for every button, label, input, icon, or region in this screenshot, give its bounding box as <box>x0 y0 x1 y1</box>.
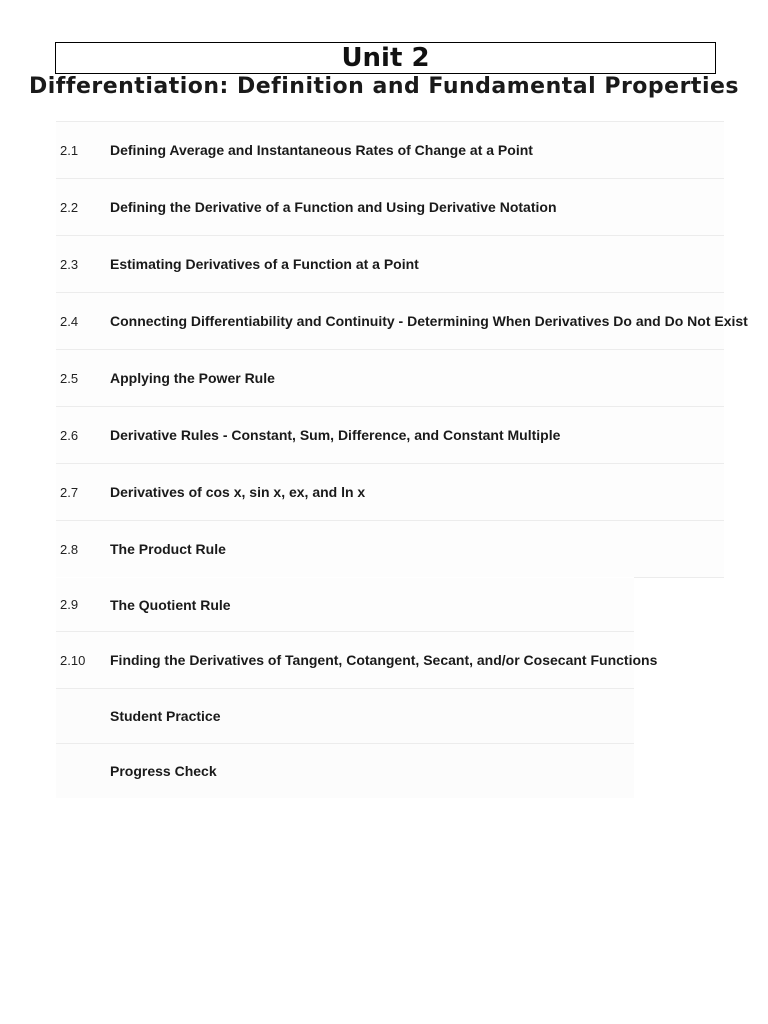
table-of-contents <box>56 121 748 798</box>
toc-title[interactable]: Defining Average and Instantaneous Rates of Change at a Point <box>110 142 533 158</box>
toc-number: 2.9 <box>60 597 79 612</box>
toc-number: 2.5 <box>60 370 79 386</box>
toc-number: 2.1 <box>60 142 79 158</box>
toc-row-2-2[interactable] <box>56 178 724 235</box>
toc-row-2-10[interactable] <box>56 631 658 688</box>
toc-title[interactable]: Progress Check <box>110 763 217 779</box>
unit-title-box <box>55 42 716 74</box>
toc-title[interactable]: The Product Rule <box>110 541 226 557</box>
toc-row-2-7[interactable] <box>56 463 724 520</box>
unit-subtitle: Differentiation: Definition and Fundamental Properties <box>29 74 739 99</box>
toc-row-student-practice[interactable] <box>56 688 634 743</box>
toc-number: 2.6 <box>60 427 79 443</box>
toc-title[interactable]: Derivatives of cos x, sin x, ex, and ln x <box>110 484 366 500</box>
toc-number: 2.8 <box>60 541 79 557</box>
toc-row-progress-check[interactable] <box>56 743 634 798</box>
toc-title[interactable]: Applying the Power Rule <box>110 370 275 386</box>
toc-title[interactable]: The Quotient Rule <box>110 596 231 613</box>
toc-number: 2.10 <box>60 652 86 668</box>
toc-row-2-6[interactable] <box>56 406 724 463</box>
toc-row-2-1[interactable] <box>56 121 724 178</box>
toc-number: 2.4 <box>60 313 79 329</box>
toc-row-2-4[interactable] <box>56 292 748 349</box>
unit-title: Unit 2 <box>341 43 430 73</box>
toc-number: 2.2 <box>60 199 79 215</box>
toc-title[interactable]: Estimating Derivatives of a Function at a Point <box>110 256 419 272</box>
toc-title[interactable]: Defining the Derivative of a Function and Using Derivative Notation <box>110 199 557 215</box>
toc-title[interactable]: Connecting Differentiability and Continuity - Determining When Derivatives Do and Do Not Exist <box>110 313 748 329</box>
toc-title[interactable]: Student Practice <box>110 708 221 724</box>
toc-row-2-3[interactable] <box>56 235 724 292</box>
toc-number: 2.7 <box>60 484 79 500</box>
toc-row-2-9[interactable] <box>56 578 634 631</box>
toc-row-2-8[interactable] <box>56 520 724 577</box>
divider <box>634 577 724 578</box>
toc-title[interactable]: Finding the Derivatives of Tangent, Cotangent, Secant, and/or Cosecant Functions <box>110 652 658 668</box>
toc-number: 2.3 <box>60 256 79 272</box>
toc-row-2-5[interactable] <box>56 349 724 406</box>
toc-title[interactable]: Derivative Rules - Constant, Sum, Difference, and Constant Multiple <box>110 427 561 443</box>
